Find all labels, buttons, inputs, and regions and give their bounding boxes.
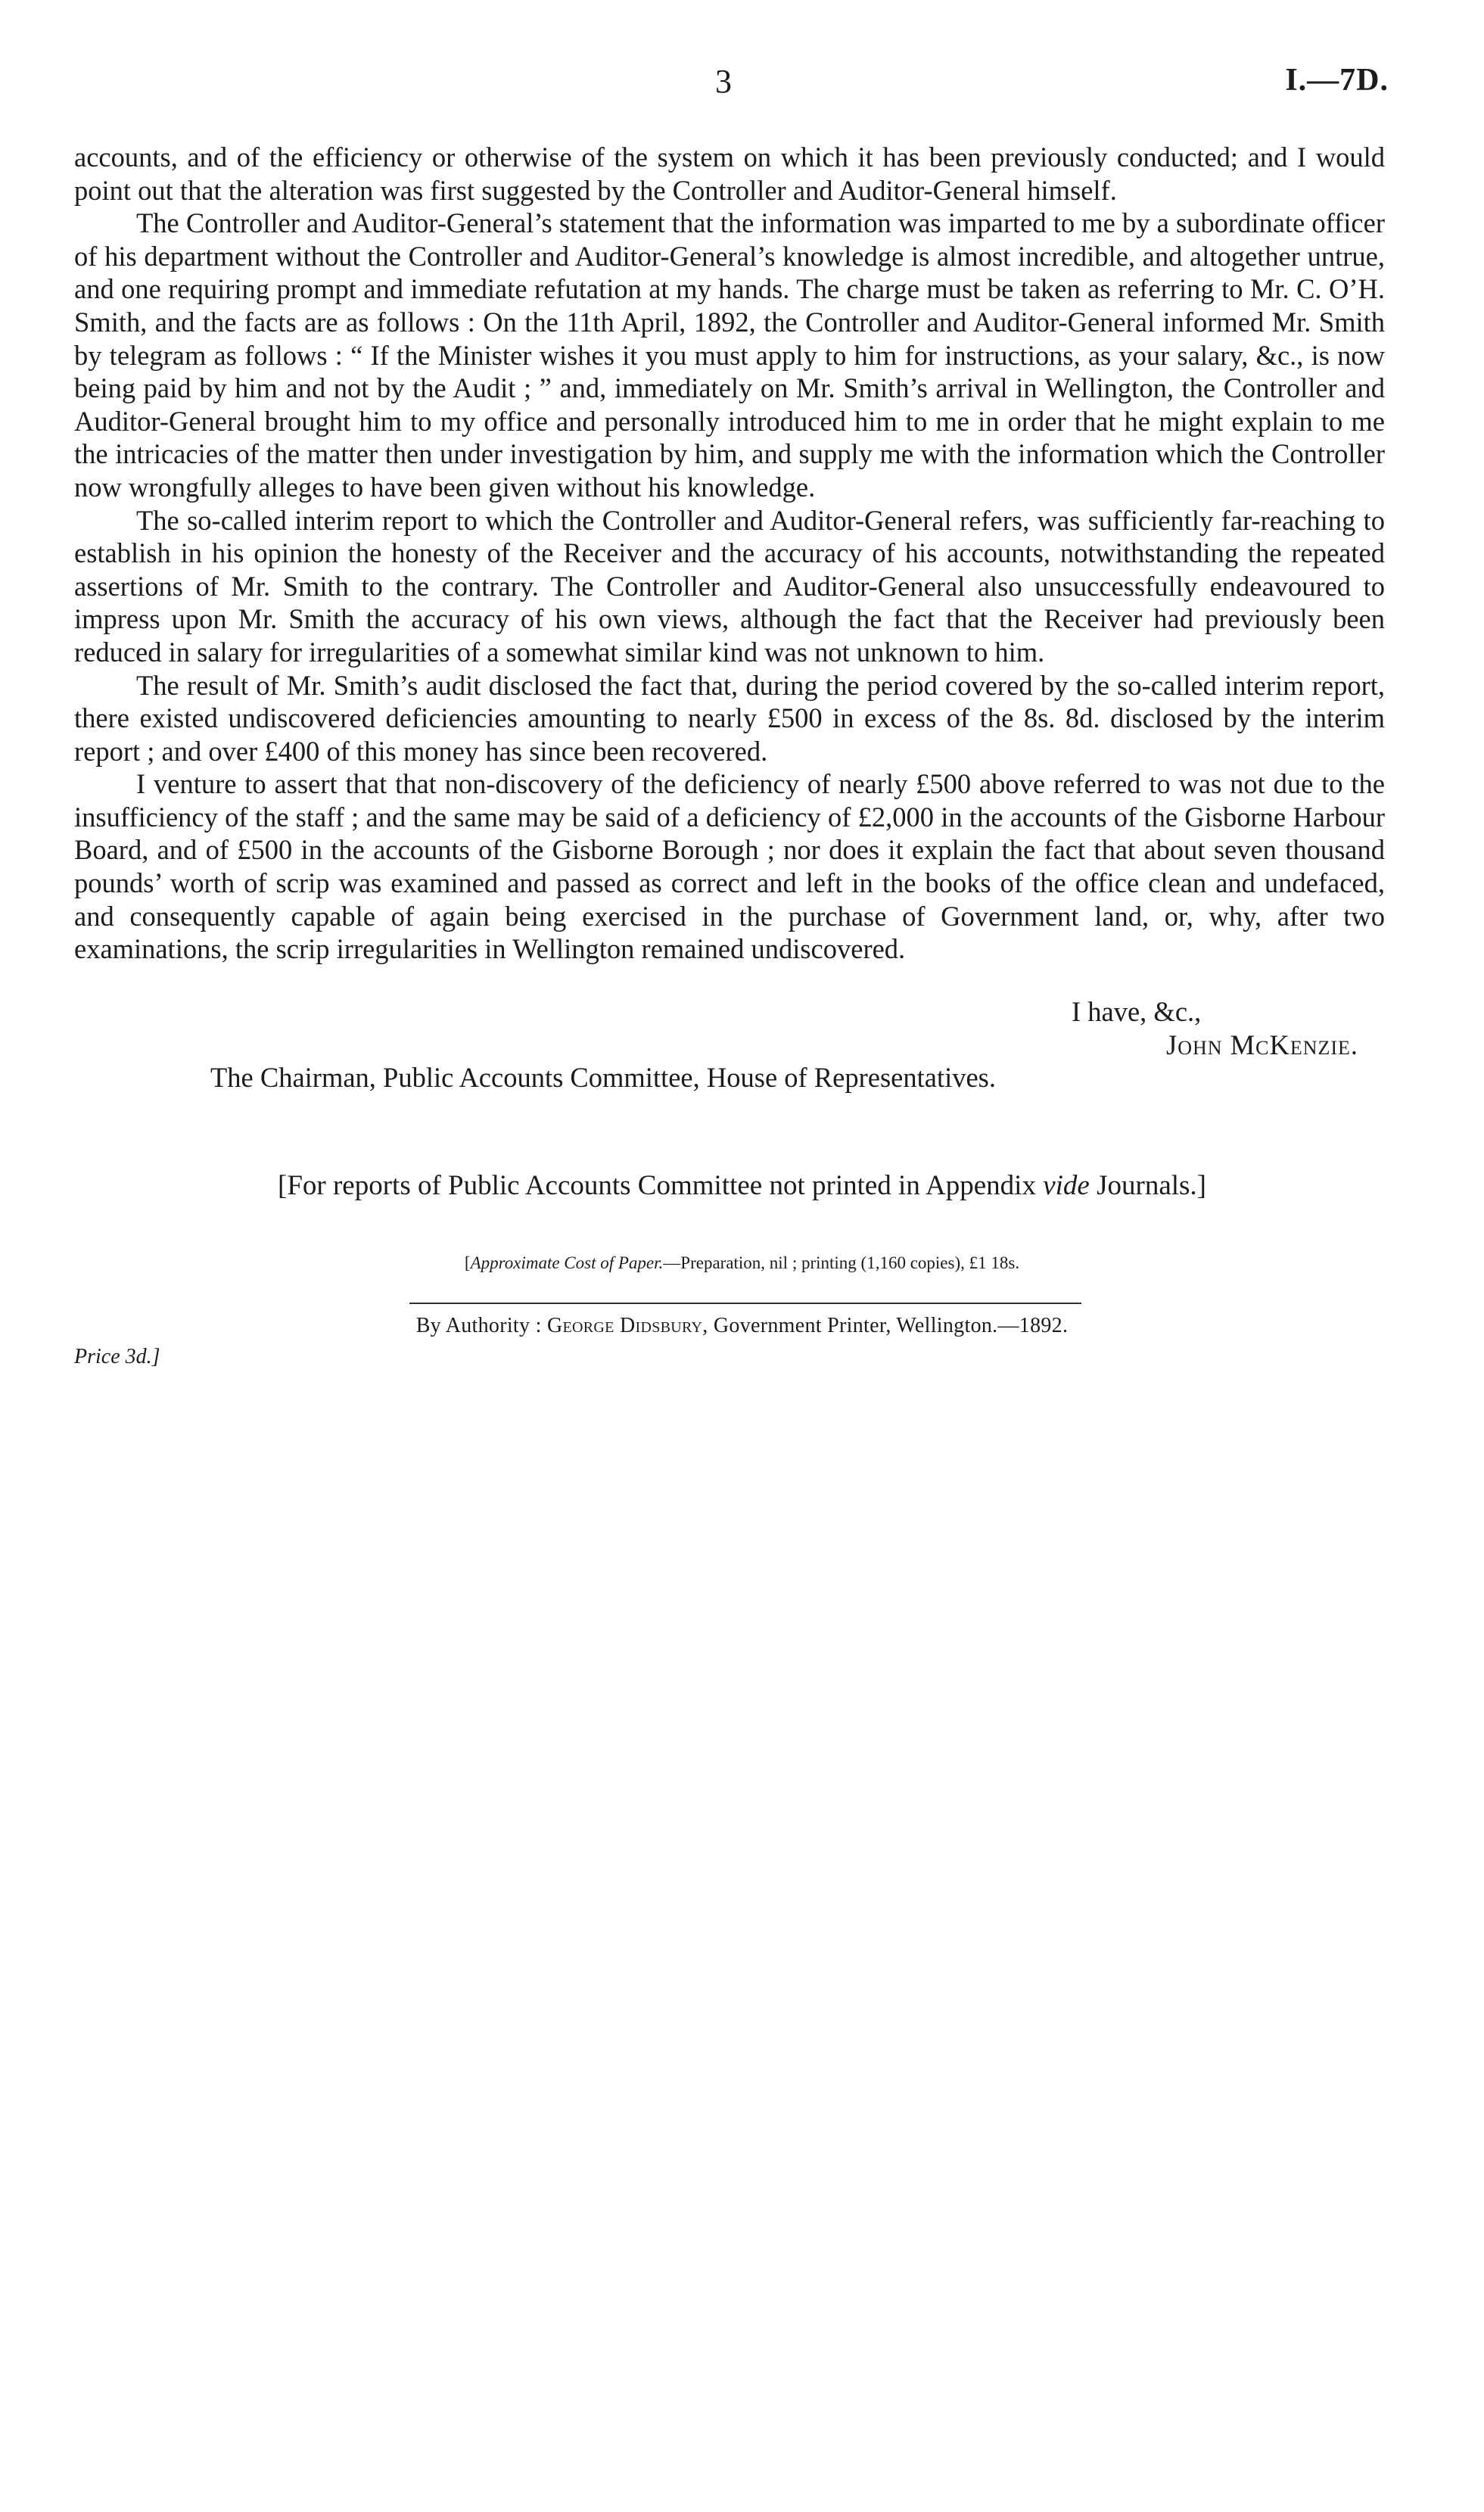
divider-rule bbox=[409, 1303, 1081, 1304]
imprint-prefix: By Authority : bbox=[415, 1314, 547, 1337]
signoff-block bbox=[74, 995, 1385, 1094]
footnote-italic: vide bbox=[1043, 1170, 1090, 1201]
price: Price 3d.] bbox=[74, 1345, 160, 1368]
page-reference: I.—7D. bbox=[1285, 63, 1389, 98]
footnote-after: Journals.] bbox=[1089, 1170, 1206, 1201]
journals-footnote bbox=[0, 1169, 1484, 1202]
signature: John McKenzie. bbox=[1166, 1029, 1359, 1060]
imprint-suffix: , Government Printer, Wellington.—1892. bbox=[702, 1314, 1069, 1337]
paragraph-4: The result of Mr. Smith’s audit disclosed the fact that, during the period covered by the so-called interim report, there existed undiscovered deficiencies amounting to nearly £500 in excess of the 8s. 8d. disclosed by the interim report ; and over £400 of this money has since been recovered. bbox=[74, 669, 1385, 767]
paragraph-5: I venture to assert that that non-discovery of the deficiency of nearly £500 above referred to was not due to the insufficiency of the staff ; and the same may be said of a deficiency of £2,000 in the accounts of the Gisborne Harbour Board, and of £500 in the accounts of the Gisborne Borough ; nor does it explain the fact that about seven thousand pounds’ worth of scrip was examined and passed as correct and left in the books of the office clean and undefaced, and consequently capable of again being exercised in the purchase of Government land, or, why, after two examinations, the scrip irregularities in Wellington remained undiscovered. bbox=[74, 768, 1385, 965]
printer-imprint bbox=[0, 1314, 1484, 1338]
cost-label: Approximate Cost of Paper. bbox=[470, 1253, 664, 1272]
printer-name: George Didsbury bbox=[547, 1314, 703, 1337]
paragraph-2: The Controller and Auditor-General’s statement that the information was imparted to me by a subordinate officer of his department without the Controller and Auditor-General’s knowledge is almost incredible, and altogether untrue, and one requiring prompt and immediate refutation at my hands. The charge must be taken as referring to Mr. C. O’H. Smith, and the facts are as follows : On the 11th April, 1892, the Controller and Auditor-General informed Mr. Smith by telegram as follows : “ If the Minister wishes it you must apply to him for instructions, as your salary, &c., is now being paid by him and not by the Audit ; ” and, immediately on Mr. Smith’s arrival in Wellington, the Controller and Auditor-General brought him to my office and personally introduced him to me in order that he might explain to me the intricacies of the matter then under investigation by him, and supply me with the information which the Controller now wrongfully alleges to have been given without his knowledge. bbox=[74, 207, 1385, 503]
footnote-before: [For reports of Public Accounts Committee not printed in Appendix bbox=[278, 1170, 1044, 1201]
page-number: 3 bbox=[715, 63, 732, 100]
closing: I have, &c., bbox=[1072, 996, 1202, 1027]
addressee: The Chairman, Public Accounts Committee, House of Representatives. bbox=[210, 1062, 997, 1094]
body-text bbox=[74, 141, 1385, 966]
paragraph-3: The so-called interim report to which the Controller and Auditor-General refers, was sufficiently far-reaching to establish in his opinion the honesty of the Receiver and the accuracy of his accounts, notwithstanding the repeated assertions of Mr. Smith to the contrary. The Controller and Auditor-General also unsuccessfully endeavoured to impress upon Mr. Smith the accuracy of his own views, although the fact that the Receiver had previously been reduced in salary for irregularities of a somewhat similar kind was not unknown to him. bbox=[74, 504, 1385, 668]
cost-detail: —Preparation, nil ; printing (1,160 copies), £1 18s. bbox=[663, 1253, 1020, 1272]
paragraph-1: accounts, and of the efficiency or otherwise of the system on which it has been previously conducted; and I would point out that the alteration was first suggested by the Controller and Auditor-General himself. bbox=[74, 142, 1385, 206]
cost-of-paper: [Approximate Cost of Paper.—Preparation, nil ; printing (1,160 copies), £1 18s. bbox=[464, 1253, 1020, 1272]
